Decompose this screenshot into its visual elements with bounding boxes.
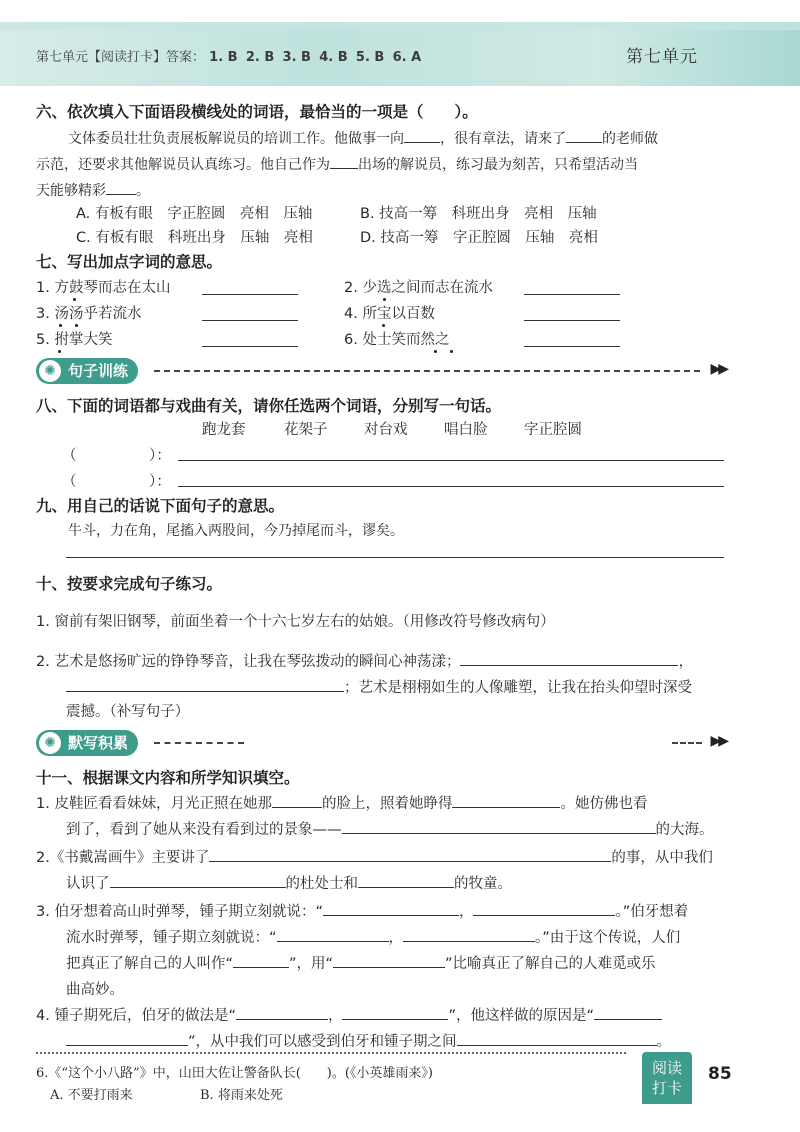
dashed-divider <box>154 742 244 744</box>
q9-answer-line[interactable] <box>66 557 724 558</box>
q7-item-1: 1. 方鼓琴而志在太山 <box>36 280 171 296</box>
q6-title: 六、依次填入下面语段横线处的词语，最恰当的一项是（ ）。 <box>36 103 478 121</box>
q7-answer-4[interactable] <box>524 320 620 321</box>
q6-passage-line3: 天能够精彩 。 <box>36 180 150 200</box>
lightbulb-icon: ✺ <box>39 732 61 754</box>
q10-sentence-1: 1. 窗前有架旧钢琴，前面坐着一个十六七岁左右的姑娘。（用修改符号修改病句） <box>36 614 555 630</box>
q10-title: 十、按要求完成句子练习。 <box>36 575 223 593</box>
answer-key: 第七单元【阅读打卡】答案： 1. B 2. B 3. B 4. B 5. B 6. A <box>36 50 422 65</box>
q11-title: 十一、根据课文内容和所学知识填空。 <box>36 769 300 787</box>
answer-6: 6. A <box>392 50 422 65</box>
q11-line-4: 认识了 的杜处士和 的牧童。 <box>66 872 512 893</box>
double-arrow-icon: ▶▶ <box>710 733 726 749</box>
q10-sentence-2-line3: 震撼。（补写句子） <box>66 704 190 720</box>
q6-passage-line2: 示范，还要求其他解说员认真练习。他自己作为 出场的解说员，练习最为刻苦，只希望活动当 <box>36 154 638 174</box>
q8-answer-line-1[interactable] <box>178 460 724 461</box>
section-dictation <box>36 730 726 756</box>
emphasis-dot <box>450 350 453 353</box>
lightbulb-icon: ✺ <box>39 360 61 382</box>
emphasis-dot <box>382 324 385 327</box>
q8-paren-1: （ ）： <box>62 448 171 464</box>
footer-dotted-divider <box>36 1052 626 1054</box>
q8-word-2: 花架子 <box>284 422 328 438</box>
q7-answer-3[interactable] <box>202 320 298 321</box>
q6-option-d[interactable]: D. 技高一筹 字正腔圆 压轴 亮相 <box>360 230 598 246</box>
q7-item-3: 3. 汤汤乎若流水 <box>36 306 142 322</box>
q10-sentence-2-line1: 2. 艺术是悠扬旷远的铮铮琴音，让我在琴弦拨动的瞬间心神荡漾； ， <box>36 650 693 671</box>
q11-line-6: 流水时弹琴，锺子期立刻就说：“ ， 。”由于这个传说，人们 <box>66 926 680 947</box>
emphasis-dot <box>383 298 386 301</box>
q9-sentence: 牛斗，力在角，尾搐入两股间，今乃掉尾而斗，谬矣。 <box>68 523 404 539</box>
q7-item-6: 6. 处士笑而然之 <box>344 332 450 348</box>
q7-item-2: 2. 少选之间而志在流水 <box>344 280 493 296</box>
q8-word-4: 唱白脸 <box>444 422 488 438</box>
q8-word-3: 对台戏 <box>364 422 408 438</box>
emphasis-dot <box>59 324 62 327</box>
q6-option-a[interactable]: A. 有板有眼 字正腔圆 亮相 压轴 <box>76 206 313 222</box>
footer-option-a[interactable]: A. 不要打雨来 <box>50 1088 133 1103</box>
q6-option-b[interactable]: B. 技高一筹 科班出身 亮相 压轴 <box>360 206 597 222</box>
q7-answer-6[interactable] <box>524 346 620 347</box>
answer-2: 2. B <box>245 50 275 65</box>
unit-title: 第七单元 <box>626 47 698 67</box>
q10-sentence-2-line2: ；艺术是栩栩如生的人像雕塑，让我在抬头仰望时深受 <box>66 676 692 697</box>
q6-passage-line1: 文体委员壮壮负责展板解说员的培训工作。他做事一向 ，很有章法，请来了 的老师做 <box>68 128 658 148</box>
footer-option-b[interactable]: B. 将雨来处死 <box>200 1088 283 1103</box>
reading-check-tag: 阅读打卡 <box>642 1052 692 1104</box>
answer-1: 1. B <box>209 50 238 65</box>
q8-answer-line-2[interactable] <box>178 486 724 487</box>
q11-line-3: 2.《书戴嵩画牛》主要讲了 的事，从中我们 <box>36 846 713 867</box>
answer-3: 3. B <box>282 50 311 65</box>
q11-line-2: 到了，看到了她从来没有看到过的景象—— 的大海。 <box>66 818 714 839</box>
q11-line-9: 4. 锺子期死后，伯牙的做法是“ ， ”，他这样做的原因是“ <box>36 1004 662 1025</box>
answer-5: 5. B <box>355 50 385 65</box>
answer-4: 4. B <box>319 50 348 65</box>
q9-title: 九、用自己的话说下面句子的意思。 <box>36 497 285 515</box>
emphasis-dot <box>73 298 76 301</box>
emphasis-dot <box>75 324 78 327</box>
q7-item-5: 5. 拊掌大笑 <box>36 332 113 348</box>
page-number: 85 <box>708 1064 732 1084</box>
section-label: ✺ 默写积累 <box>36 730 138 756</box>
q8-title: 八、下面的词语都与戏曲有关，请你任选两个词语，分别写一句话。 <box>36 397 502 415</box>
footer-question: 6.《“这个小八路”》中，山田大佐让警备队长( )。(《小英雄雨来》) <box>36 1066 433 1081</box>
q11-line-7: 把真正了解自己的人叫作“ ”，用“ ”比喻真正了解自己的人难觅或乐 <box>66 952 656 973</box>
q11-line-10: ”，从中我们可以感受到伯牙和锺子期之间 。 <box>66 1030 671 1051</box>
q8-paren-2: （ ）： <box>62 474 171 490</box>
q11-line-1: 1. 皮鞋匠看看妹妹，月光正照在她那 的脸上，照着她睁得 。她仿佛也看 <box>36 792 647 813</box>
double-arrow-icon: ▶▶ <box>710 361 726 377</box>
section-sentence-training <box>36 358 726 384</box>
q11-line-5: 3. 伯牙想着高山时弹琴，锺子期立刻就说：“ ， 。”伯牙想着 <box>36 900 688 921</box>
q7-answer-5[interactable] <box>202 346 298 347</box>
q8-word-5: 字正腔圆 <box>524 422 582 438</box>
q7-title: 七、写出加点字词的意思。 <box>36 253 223 271</box>
q8-word-1: 跑龙套 <box>202 422 246 438</box>
q7-item-4: 4. 所宝以百数 <box>344 306 435 322</box>
q7-answer-2[interactable] <box>524 294 620 295</box>
section-label: ✺ 句子训练 <box>36 358 138 384</box>
emphasis-dot <box>434 350 437 353</box>
emphasis-dot <box>58 350 61 353</box>
dashed-divider <box>672 742 702 744</box>
q11-line-8: 曲高妙。 <box>66 982 124 998</box>
q6-option-c[interactable]: C. 有板有眼 科班出身 压轴 亮相 <box>76 230 313 246</box>
q7-answer-1[interactable] <box>202 294 298 295</box>
dashed-divider <box>154 370 700 372</box>
